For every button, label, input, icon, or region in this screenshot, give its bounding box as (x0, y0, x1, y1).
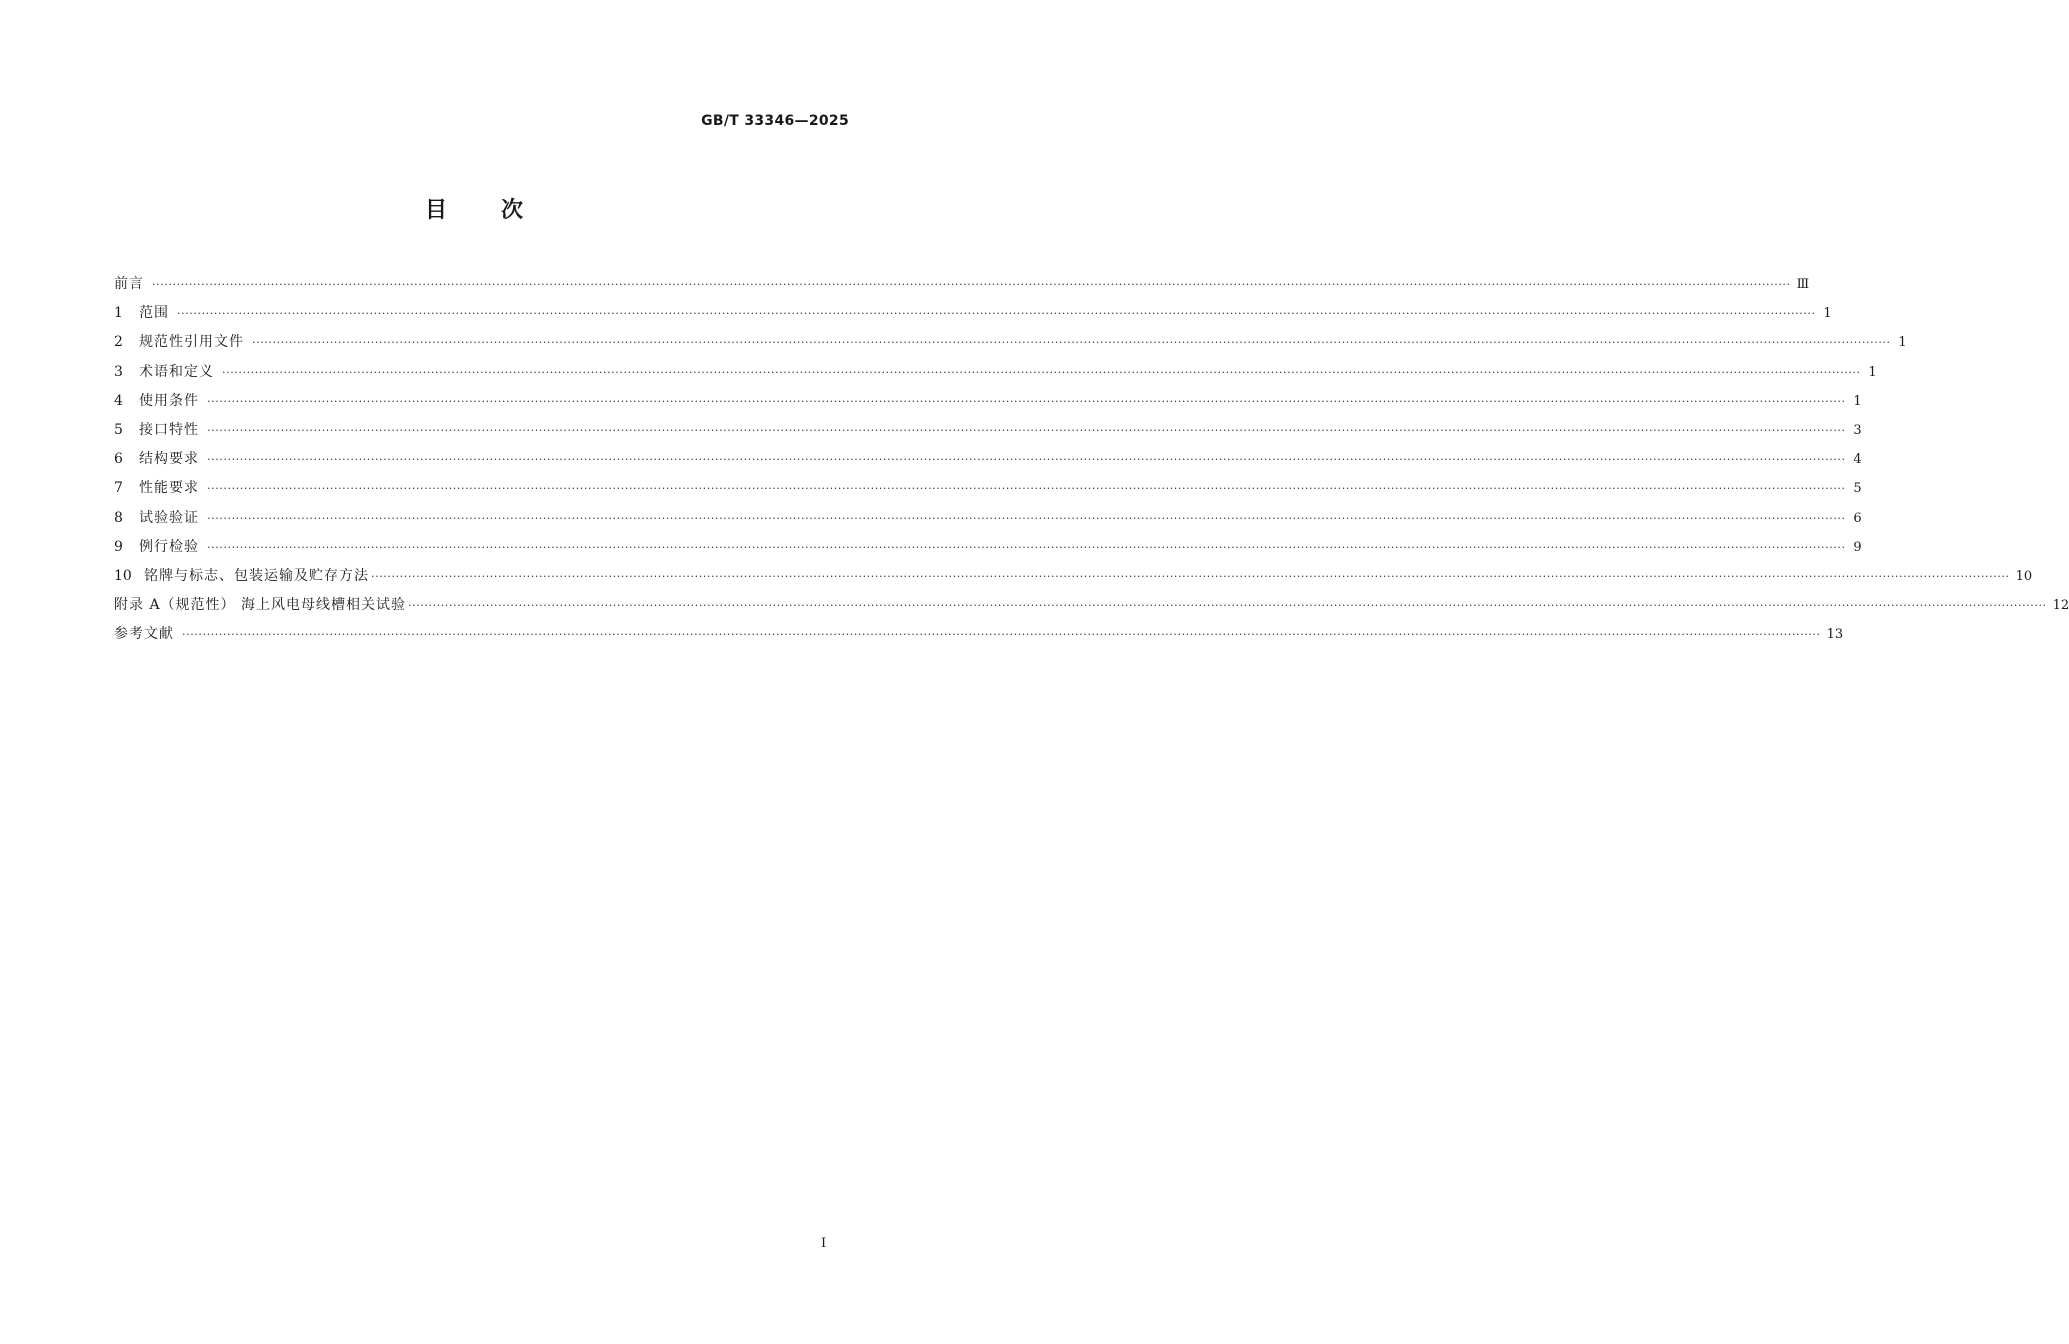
toc-title (0, 193, 950, 224)
toc-entry-number: 8 (114, 509, 123, 526)
toc-leader-dots: ················································································································································································································································································································································································································ (182, 628, 1821, 642)
toc-leader-dots: ················································································································································································································································································································································································································ (207, 511, 1846, 525)
toc-entry-number: 5 (114, 421, 123, 438)
toc-entry-number: 10 (114, 567, 132, 584)
toc-entry[interactable] (114, 358, 1877, 387)
toc-entry-page: 1 (1868, 364, 1877, 380)
toc-entry-page: 5 (1853, 481, 1862, 497)
toc-entry[interactable] (114, 533, 1862, 562)
toc-leader-dots: ················································································································································································································································································································································································································ (207, 482, 1846, 496)
toc-entry-label: 术语和定义 (139, 363, 214, 380)
toc-leader-dots: ················································································································································································································································································································································································································ (371, 569, 2010, 583)
toc-entry-label: 参考文献 (114, 626, 174, 643)
toc-entry-number: 4 (114, 392, 123, 409)
toc-entry-label: 试验验证 (139, 509, 199, 526)
toc-entry[interactable] (114, 562, 2033, 591)
toc-entry-label: 规范性引用文件 (139, 334, 244, 351)
toc-entry-label: 性能要求 (139, 480, 199, 497)
toc-entry[interactable] (114, 591, 2069, 620)
toc-entry-page: 1 (1823, 306, 1832, 322)
toc-entry[interactable] (114, 620, 1844, 649)
toc-entry[interactable] (114, 270, 1810, 299)
toc-entry-page: 10 (2015, 568, 2033, 584)
toc-entry-label: 使用条件 (139, 392, 199, 409)
toc-entry-label: 结构要求 (139, 451, 199, 468)
toc-leader-dots: ················································································································································································································································································································································································································ (207, 540, 1846, 554)
toc-entry[interactable] (114, 504, 1862, 533)
toc-entry-page: 4 (1853, 452, 1862, 468)
toc-entry-page: 1 (1853, 393, 1862, 409)
toc-entry-page: 1 (1898, 335, 1907, 351)
toc-entry[interactable] (114, 445, 1862, 474)
standard-code: GB/T 33346—2025 (701, 113, 849, 129)
toc-entry-page: 6 (1853, 510, 1862, 526)
toc-title-char-1: 目 (424, 198, 449, 223)
toc-entry-page: Ⅲ (1796, 277, 1810, 292)
toc-entry-label: 附录 A（规范性） 海上风电母线槽相关试验 (114, 597, 407, 614)
toc-entry[interactable] (114, 299, 1832, 328)
table-of-contents (114, 270, 2069, 649)
toc-leader-dots: ················································································································································································································································································································································································································ (207, 423, 1846, 437)
toc-entry[interactable] (114, 387, 1862, 416)
toc-entry-number: 7 (114, 480, 123, 497)
toc-entry[interactable] (114, 416, 1862, 445)
toc-entry-number: 2 (114, 334, 123, 351)
toc-entry-label: 范围 (139, 305, 169, 322)
toc-entry-page: 3 (1853, 422, 1862, 438)
toc-entry-number: 9 (114, 538, 123, 555)
toc-entry-page: 9 (1853, 539, 1862, 555)
toc-entry-label: 例行检验 (139, 538, 199, 555)
toc-leader-dots: ················································································································································································································································································································································································································ (408, 599, 2047, 613)
toc-leader-dots: ················································································································································································································································································································································································································ (207, 394, 1846, 408)
toc-title-char-2: 次 (501, 198, 526, 223)
toc-entry-number: 3 (114, 363, 123, 380)
toc-entry-page: 12 (2052, 598, 2069, 614)
page-number: I (821, 1236, 827, 1251)
toc-entry[interactable] (114, 474, 1862, 503)
toc-entry-label: 前言 (114, 276, 144, 292)
toc-leader-dots: ················································································································································································································································································································································································································ (252, 336, 1891, 350)
toc-leader-dots: ················································································································································································································································································································································································································ (177, 307, 1816, 321)
toc-entry-number: 6 (114, 451, 123, 468)
toc-leader-dots: ················································································································································································································································································································································································································ (222, 365, 1861, 379)
toc-entry[interactable] (114, 328, 1907, 357)
toc-entry-page: 13 (1826, 627, 1844, 643)
toc-leader-dots: ················································································································································································································································································································································································································ (207, 453, 1846, 467)
toc-entry-label: 铭牌与标志、包装运输及贮存方法 (144, 567, 369, 584)
toc-entry-number: 1 (114, 305, 123, 322)
toc-leader-dots: ················································································································································································································································································································································································································ (152, 278, 1791, 291)
toc-entry-label: 接口特性 (139, 421, 199, 438)
